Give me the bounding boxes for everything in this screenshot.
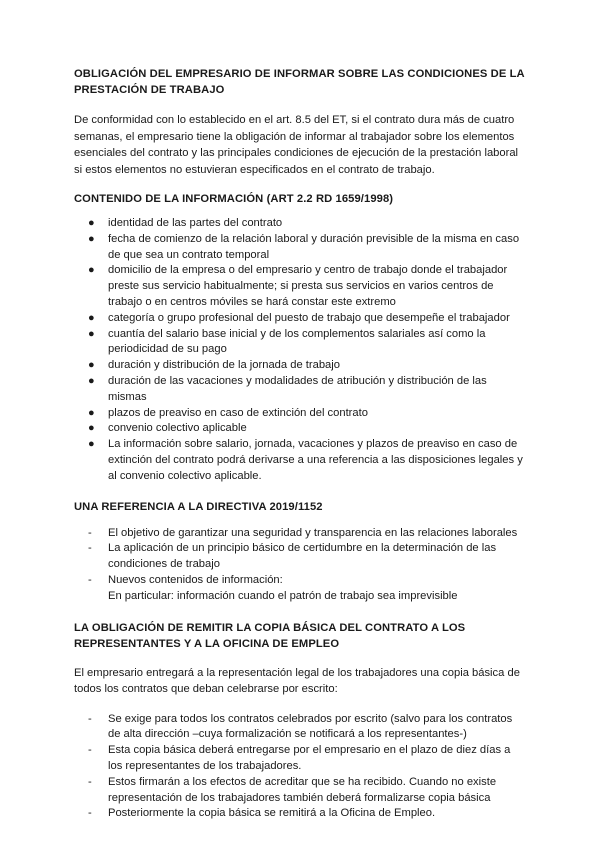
bullet-marker: ● (88, 327, 95, 340)
dash-list-directiva (74, 526, 526, 605)
dash-marker: - (88, 712, 92, 725)
section-title-contenido: CONTENIDO DE LA INFORMACIÓN (ART 2.2 RD 1659/1998) (74, 193, 394, 205)
dash-marker: - (88, 542, 92, 555)
section-paragraph-copia-basica: El empresario entregará a la representación legal de los trabajadores una copia básica de todos los contratos que deban celebrarse por escrito: (74, 666, 520, 696)
bullet-marker: ● (88, 422, 95, 435)
list-item: ● duración y distribución de la jornada de trabajo (74, 358, 526, 374)
list-item: ● categoría o grupo profesional del puesto de trabajo que desempeñe el trabajador (74, 311, 526, 327)
dash-marker: - (88, 807, 92, 820)
bullet-list-contenido (74, 216, 526, 485)
dash-marker: - (88, 775, 92, 788)
dash-marker: - (88, 573, 92, 586)
list-item: - Posteriormente la copia básica se remitirá a la Oficina de Empleo. (74, 806, 526, 822)
list-item: - Nuevos contenidos de información: En particular: información cuando el patrón de trabajo sea imprevisible (88, 573, 458, 602)
list-item: ● convenio colectivo aplicable (74, 421, 526, 437)
list-item: - Estos firmarán a los efectos de acreditar que se ha recibido. Cuando no existe representación de los trabajadores también deberá formalizarse copia básica (88, 775, 497, 804)
dash-marker: - (88, 526, 92, 539)
list-item-detail: En particular: información cuando el patrón de trabajo sea imprevisible (108, 589, 458, 602)
list-item: ● duración de las vacaciones y modalidades de atribución y distribución de las mismas (88, 374, 487, 403)
list-item: - Esta copia básica deberá entregarse por el empresario en el plazo de diez días a los representantes de los trabajadores. (88, 744, 511, 772)
bullet-marker: ● (88, 311, 95, 324)
list-item: ● plazos de preaviso en caso de extinción del contrato (74, 406, 526, 422)
list-item: - Se exige para todos los contratos celebrados por escrito (salvo para los contratos de alta dirección –cuya formalización se notificará a los representantes-) (88, 712, 513, 741)
dash-list-copia-basica (74, 712, 526, 823)
section-title-directiva: UNA REFERENCIA A LA DIRECTIVA 2019/1152 (74, 500, 323, 513)
bullet-marker: ● (88, 438, 95, 451)
bullet-marker: ● (88, 406, 95, 419)
section-title-copia-basica: LA OBLIGACIÓN DE REMITIR LA COPIA BÁSICA DEL CONTRATO A LOS REPRESENTANTES Y A LA OFICINA DE EMPLEO (74, 621, 466, 650)
bullet-marker: ● (88, 359, 95, 372)
list-item: ● fecha de comienzo de la relación laboral y duración previsible de la misma en caso de que sea un contrato temporal (88, 232, 520, 261)
section-paragraph-informar: De conformidad con lo establecido en el art. 8.5 del ET, si el contrato dura más de cuatro semanas, el empresario tiene la obligación de informar al trabajador sobre los elementos esenciales del contrato y las principales condiciones de ejecución de la prestación laboral si estos elementos no estuvieran especificados en el contrato de trabajo. (74, 114, 519, 176)
list-item: ● La información sobre salario, jornada, vacaciones y plazos de preaviso en caso de extinción del contrato podrá derivarse a una referencia a las disposiciones legales y al convenio colectivo aplicable. (88, 438, 523, 482)
list-item: - La aplicación de un principio básico de certidumbre en la determinación de las condiciones de trabajo (88, 542, 497, 571)
list-item: - El objetivo de garantizar una seguridad y transparencia en las relaciones laborales (74, 526, 526, 542)
section-title-informar: OBLIGACIÓN DEL EMPRESARIO DE INFORMAR SOBRE LAS CONDICIONES DE LA PRESTACIÓN DE TRABAJO (74, 68, 525, 96)
list-item: ● identidad de las partes del contrato (74, 216, 526, 232)
bullet-marker: ● (88, 264, 95, 277)
bullet-marker: ● (88, 217, 95, 229)
dash-marker: - (88, 744, 92, 757)
list-item: ● cuantía del salario base inicial y de los complementos salariales así como la periodicidad de su pago (88, 327, 486, 356)
list-item: ● domicilio de la empresa o del empresario y centro de trabajo donde el trabajador preste sus servicio habitualmente; si presta sus servicios en varios centros de trabajo o en centros móviles se hará constar este extremo (88, 264, 508, 308)
bullet-marker: ● (88, 232, 95, 245)
bullet-marker: ● (88, 374, 95, 387)
